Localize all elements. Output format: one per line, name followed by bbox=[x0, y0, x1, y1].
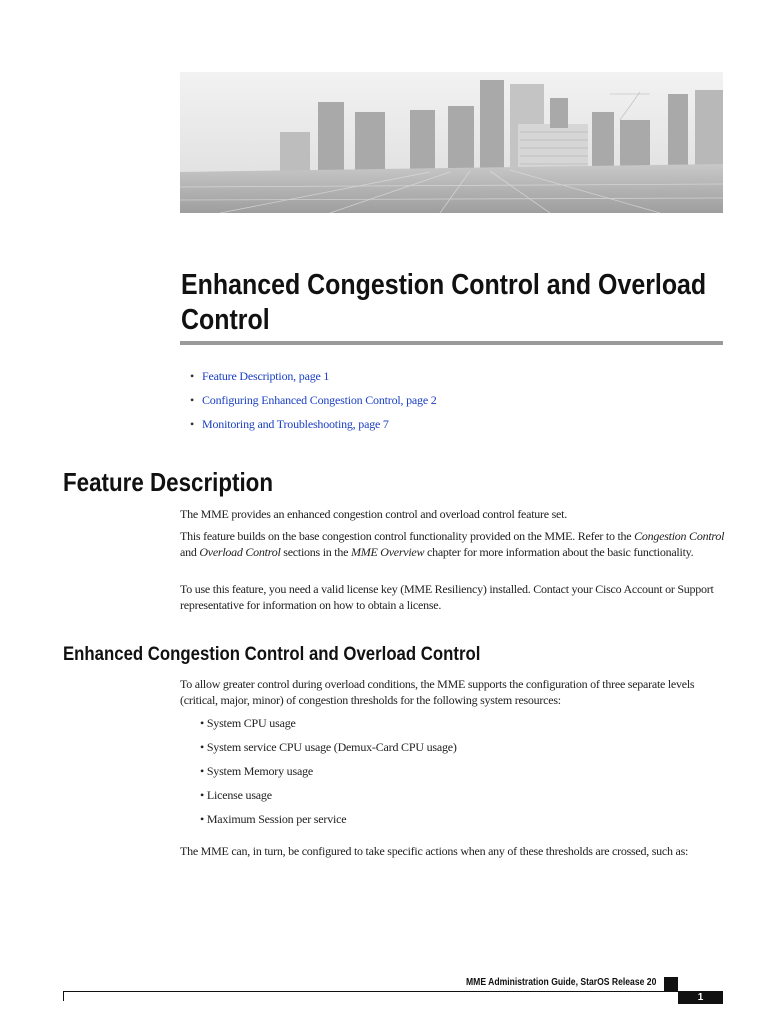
paragraph-text bbox=[180, 529, 725, 560]
paragraph-threshold-actions bbox=[180, 844, 725, 860]
subsection-heading-enhanced-congestion-control: Enhanced Congestion Control and Overload Control bbox=[63, 643, 481, 665]
list-item: • System Memory usage bbox=[200, 764, 313, 778]
reference-overload-control: Overload Control bbox=[199, 544, 281, 559]
toc-item bbox=[190, 394, 437, 418]
toc-item bbox=[190, 418, 437, 442]
chapter-title: Enhanced Congestion Control and Overload Control bbox=[181, 269, 707, 336]
paragraph-base-functionality bbox=[180, 529, 725, 560]
paragraph-feature-intro bbox=[180, 507, 725, 523]
paragraph-thresholds-intro bbox=[180, 677, 725, 708]
toc-link-configuring-enhanced-congestion-control[interactable]: Configuring Enhanced Congestion Control, page 2 bbox=[202, 393, 437, 407]
system-resources-list bbox=[200, 716, 457, 836]
toc-item bbox=[190, 370, 437, 394]
page-number: 1 bbox=[678, 991, 723, 1004]
footer-guide-title: MME Administration Guide, StarOS Release 20 bbox=[466, 977, 657, 988]
city-skyline-banner-image bbox=[180, 72, 723, 213]
bullet-icon: • bbox=[190, 393, 195, 407]
paragraph-text: The MME provides an enhanced congestion control and overload control feature set. bbox=[180, 507, 567, 521]
toc-link-monitoring-and-troubleshooting[interactable]: Monitoring and Troubleshooting, page 7 bbox=[202, 417, 389, 431]
list-item-text: Maximum Session per service bbox=[206, 812, 347, 826]
title-rule-divider bbox=[180, 341, 723, 345]
list-item-text: System Memory usage bbox=[206, 764, 313, 778]
text-run: sections in the bbox=[280, 544, 351, 559]
section-heading-feature-description: Feature Description bbox=[63, 467, 273, 497]
text-run: chapter for more information about the basic functionality. bbox=[424, 544, 694, 559]
footer-marker-block bbox=[664, 977, 678, 991]
paragraph-text: To allow greater control during overload conditions, the MME supports the configuration of three separate levels (critical, major, minor) of congestion thresholds for the following system resources: bbox=[180, 677, 695, 707]
chapter-toc bbox=[190, 370, 437, 442]
reference-mme-overview: MME Overview bbox=[350, 544, 425, 559]
list-item-text: System CPU usage bbox=[206, 716, 296, 730]
text-run: This feature builds on the base congestion control functionality provided on the MME. Refer to the bbox=[180, 529, 635, 543]
list-item-text: License usage bbox=[206, 788, 272, 802]
footer-rule-tick bbox=[63, 991, 64, 1001]
list-item-text: System service CPU usage (Demux-Card CPU usage) bbox=[206, 740, 457, 754]
footer-rule bbox=[63, 991, 678, 992]
paragraph-text: To use this feature, you need a valid license key (MME Resiliency) installed. Contact your Cisco Account or Support representative for information on how to obtain a license. bbox=[180, 582, 714, 612]
list-item: • License usage bbox=[200, 788, 272, 802]
list-item: • System CPU usage bbox=[200, 716, 296, 730]
toc-link-feature-description[interactable]: Feature Description, page 1 bbox=[202, 369, 330, 383]
list-item: • System service CPU usage (Demux-Card CPU usage) bbox=[200, 740, 457, 754]
bullet-icon: • bbox=[190, 369, 195, 383]
reference-congestion-control: Congestion Control bbox=[634, 529, 725, 543]
paragraph-text: The MME can, in turn, be configured to take specific actions when any of these thresholds are crossed, such as: bbox=[180, 844, 689, 858]
text-run: and bbox=[180, 544, 200, 559]
list-item: • Maximum Session per service bbox=[200, 812, 347, 826]
bullet-icon: • bbox=[190, 417, 195, 431]
paragraph-license bbox=[180, 582, 725, 613]
